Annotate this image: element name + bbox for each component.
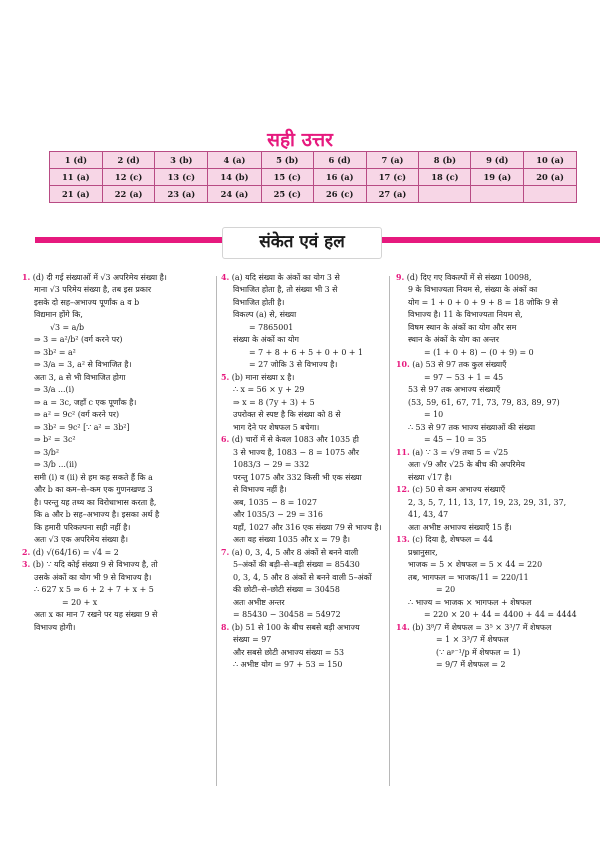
solution-text: (b) ∵ यदि कोई संख्या 9 से विभाज्य है, तो (32, 560, 158, 570)
question-number: 2. (22, 547, 31, 557)
solution-line (396, 334, 578, 345)
solution-line (221, 559, 386, 570)
solution-line (22, 584, 212, 595)
solution-start (396, 359, 578, 370)
solution-start (22, 547, 212, 558)
solution-text: = 7 + 8 + 6 + 5 + 0 + 0 + 1 (249, 347, 364, 357)
solution-text: तब, भागफल = भाजक/11 = 220/11 (408, 572, 529, 582)
solution-text: 1083/3 − 29 = 332 (233, 460, 310, 470)
solution-text: (c) 50 से कम अभाज्य संख्याएँ (412, 485, 506, 495)
answer-cell: 27 (a) (366, 186, 419, 203)
solution-line (396, 497, 578, 508)
solution-text: = 85430 − 30458 = 54972 (233, 610, 341, 620)
solution-line (22, 384, 212, 395)
solution-text: (b) 51 से 100 के बीच सबसे बड़ी अभाज्य (231, 622, 360, 632)
solution-text: है। परन्तु यह तथ्य का विरोधाभास करता है, (34, 497, 157, 507)
solution-text: प्रश्नानुसार, (408, 547, 438, 557)
solution-line (221, 484, 386, 495)
answer-cell: 15 (c) (261, 169, 313, 186)
solution-line (22, 322, 212, 333)
solution-text: 41, 43, 47 (408, 510, 449, 520)
solution-line (396, 559, 578, 570)
solution-text: अतः √3 एक अपरिमेय संख्या है। (34, 535, 128, 545)
solution-text: विकल्प (a) से, संख्या (233, 310, 297, 320)
solution-line (22, 359, 212, 370)
solution-line (396, 547, 578, 558)
answer-cell: 14 (b) (208, 169, 262, 186)
answer-cell (419, 186, 471, 203)
solution-text: संख्या √17 है। (408, 472, 452, 482)
solution-line (396, 659, 578, 670)
solution-line (396, 434, 578, 445)
solution-text: ⇒ 3/a = 3, a² से विभाजित है। (34, 360, 132, 370)
answer-cell: 2 (d) (102, 152, 155, 169)
solution-text: अतः x का मान 7 रखने पर यह संख्या 9 से (34, 610, 158, 620)
solution-text: उपरोक्त से स्पष्ट है कि संख्या को 8 से (233, 410, 341, 420)
solutions-column-1 (22, 272, 212, 634)
solution-line (22, 609, 212, 620)
solution-line (396, 309, 578, 320)
solution-text: ⇒ 3 = a²/b² (वर्ग करने पर) (34, 335, 123, 345)
solution-line (396, 597, 578, 608)
solution-text: (d) दी गई संख्याओं में √3 अपरिमेय संख्या है। (32, 273, 167, 282)
solution-text: कि हमारी परिकल्पना सही नहीं है। (34, 522, 131, 532)
solution-text: (a) 53 से 97 तक कुल संख्याएँ (412, 360, 507, 370)
solution-text: 53 से 97 तक अभाज्य संख्याएँ (408, 385, 501, 395)
solution-line (221, 459, 386, 470)
question-number: 5. (221, 372, 230, 382)
answer-cell: 26 (c) (313, 186, 366, 203)
solution-text: (d) दिए गए विकल्पों में से संख्या 10098, (406, 273, 532, 282)
solution-text: संख्या = 97 (233, 635, 272, 645)
solution-line (22, 334, 212, 345)
solution-text: ⇒ 3/a ...(i) (34, 385, 75, 395)
solution-text: संख्या के अंकों का योग (233, 335, 299, 345)
solution-line (22, 309, 212, 320)
solution-text: = 9/7 में शेषफल = 2 (436, 660, 506, 670)
answer-cell: 9 (d) (471, 152, 524, 169)
solution-line (22, 284, 212, 295)
solution-text: ⇒ 3/b² (34, 447, 60, 457)
solution-line (22, 422, 212, 433)
answer-cell: 11 (a) (50, 169, 103, 186)
solution-text: (∵ aᵖ⁻¹/p में शेषफल = 1) (436, 647, 521, 657)
question-number: 7. (221, 547, 230, 557)
solution-text: (b) माना संख्या x है। (231, 372, 295, 382)
answer-cell: 12 (c) (102, 169, 155, 186)
solution-text: = (1 + 0 + 8) − (0 + 9) = 0 (424, 347, 534, 357)
solution-text: √3 = a/b (50, 322, 85, 332)
solution-start (221, 272, 386, 283)
solution-line (221, 647, 386, 658)
solution-text: (c) दिया है, शेषफल = 44 (412, 535, 493, 545)
solution-line (396, 409, 578, 420)
solution-text: और 1035/3 − 29 = 316 (233, 510, 323, 520)
solution-line (396, 609, 578, 620)
answer-cell: 3 (b) (155, 152, 208, 169)
answer-cell: 19 (a) (471, 169, 524, 186)
answer-cell: 23 (a) (155, 186, 208, 203)
solution-line (221, 297, 386, 308)
answer-cell: 22 (a) (102, 186, 155, 203)
solution-text: = 1 × 3³/7 में शेषफल (436, 635, 509, 645)
solution-text: विषम स्थान के अंकों का योग और सम (408, 322, 517, 332)
solution-line (221, 409, 386, 420)
solution-text: समी (i) व (ii) से हम कह सकते हैं कि a (34, 472, 153, 482)
column-divider (216, 276, 217, 786)
answers-row (50, 169, 577, 186)
solution-start (396, 447, 578, 458)
solution-line (396, 634, 578, 645)
question-number: 8. (221, 622, 230, 632)
solution-text: ∴ 627 x 5 ⇒ 6 + 2 + 7 + x + 5 (34, 585, 154, 595)
solution-start (396, 534, 578, 545)
solution-line (22, 522, 212, 533)
solution-line (22, 622, 212, 633)
solution-text: ⇒ 3/b ...(ii) (34, 460, 78, 470)
solution-line (396, 322, 578, 333)
solution-line (221, 384, 386, 395)
solution-line (22, 397, 212, 408)
solution-line (221, 422, 386, 433)
answer-cell: 13 (c) (155, 169, 208, 186)
solution-line (396, 459, 578, 470)
solution-text: अतः √9 और √25 के बीच की अपरिमेय (408, 460, 525, 470)
solution-text: = 220 × 20 + 44 = 4400 + 44 = 4444 (424, 610, 577, 620)
solution-text: (a) यदि संख्या के अंकों का योग 3 से (231, 273, 340, 282)
solution-line (396, 509, 578, 520)
solution-text: ∴ 53 से 97 तक भाज्य संख्याओं की संख्या (408, 422, 536, 432)
solution-start (396, 622, 578, 633)
solution-start (221, 547, 386, 558)
solution-line (396, 522, 578, 533)
solution-text: = 20 + x (62, 597, 98, 607)
hints-title: संकेत एवं हल (222, 227, 382, 259)
solution-line (221, 509, 386, 520)
solution-text: ⇒ 3b² = a² (34, 347, 76, 357)
answer-cell: 4 (a) (208, 152, 262, 169)
solution-line (396, 647, 578, 658)
solution-text: योग = 1 + 0 + 0 + 9 + 8 = 18 जोकि 9 से (408, 297, 558, 307)
answer-cell: 16 (a) (313, 169, 366, 186)
answers-row (50, 152, 577, 169)
answer-cell: 8 (b) (419, 152, 471, 169)
answer-cell: 21 (a) (50, 186, 103, 203)
solution-text: कि a और b सह–अभाज्य है। इसका अर्थ है (34, 510, 160, 520)
solution-text: ∴ x = 56 × y + 29 (233, 385, 305, 395)
solution-text: इसके दो सह–अभाज्य पूर्णांक a व b (34, 297, 140, 307)
solution-line (22, 509, 212, 520)
solution-line (221, 447, 386, 458)
solution-text: (a) 0, 3, 4, 5 और 8 अंकों से बनने वाली (231, 547, 359, 557)
solution-text: उसके अंकों का योग भी 9 से विभाज्य है। (34, 572, 152, 582)
solution-line (221, 584, 386, 595)
solution-line (22, 572, 212, 583)
solution-line (221, 284, 386, 295)
solution-text: = 7865001 (249, 322, 294, 332)
solution-line (22, 472, 212, 483)
solution-line (221, 634, 386, 645)
solution-start (221, 622, 386, 633)
solution-line (221, 334, 386, 345)
solution-text: माना √3 परिमेय संख्या है, तब इस प्रकार (34, 285, 152, 295)
solution-line (221, 472, 386, 483)
solution-text: (53, 59, 61, 67, 71, 73, 79, 83, 89, 97) (408, 397, 560, 407)
solution-line (22, 459, 212, 470)
solution-text: विभाजित होता है, तो संख्या भी 3 से (233, 285, 338, 295)
answer-cell: 1 (d) (50, 152, 103, 169)
solution-line (396, 572, 578, 583)
solution-line (221, 572, 386, 583)
solution-text: = 27 जोकि 3 से विभाज्य है। (249, 360, 338, 370)
solution-text: = 10 (424, 410, 444, 420)
solution-text: अतः वह संख्या 1035 और x = 79 है। (233, 535, 350, 545)
question-number: 6. (221, 435, 230, 445)
solution-line (221, 322, 386, 333)
solution-line (396, 372, 578, 383)
column-divider (389, 276, 390, 786)
solution-start (22, 559, 212, 570)
solution-line (396, 347, 578, 358)
solution-text: 9 के विभाज्यता नियम से, संख्या के अंकों का (408, 285, 538, 295)
question-number: 12. (396, 485, 410, 495)
solution-line (221, 309, 386, 320)
solution-line (221, 534, 386, 545)
solutions-column-2 (221, 272, 386, 672)
question-number: 1. (22, 273, 31, 282)
solution-start (22, 272, 212, 283)
solution-text: = 97 − 53 + 1 = 45 (424, 372, 504, 382)
solution-line (22, 484, 212, 495)
solution-text: ⇒ a = 3c, जहाँ c एक पूर्णांक है। (34, 397, 137, 407)
solution-text: और b का कम–से–कम एक गुणनखण्ड 3 (34, 485, 153, 495)
solution-text: विभाजित होती है। (233, 297, 285, 307)
solution-start (221, 372, 386, 383)
solution-line (22, 534, 212, 545)
solution-text: स्थान के अंकों के योग का अन्तर (408, 335, 500, 345)
solution-text: अतः अभीष्ट अभाज्य संख्याएँ 15 हैं। (408, 522, 512, 532)
solution-text: से विभाज्य नहीं है। (233, 485, 287, 495)
solution-line (22, 409, 212, 420)
solution-line (396, 297, 578, 308)
solution-text: ⇒ b² = 3c² (34, 435, 76, 445)
solution-text: (d) √(64/16) = √4 = 2 (32, 547, 119, 557)
solution-line (396, 472, 578, 483)
solution-line (396, 384, 578, 395)
solution-line (396, 584, 578, 595)
question-number: 4. (221, 273, 230, 282)
solution-text: (d) चारों में से केवल 1083 और 1035 ही (231, 435, 359, 445)
question-number: 14. (396, 622, 410, 632)
solution-text: 0, 3, 4, 5 और 8 अंकों से बनने वाली 5–अंकों (233, 572, 372, 582)
answer-cell: 6 (d) (313, 152, 366, 169)
solution-line (396, 397, 578, 408)
solution-text: (a) ∵ 3 = √9 तथा 5 = √25 (412, 447, 509, 457)
solution-text: और सबसे छोटी अभाज्य संख्या = 53 (233, 647, 345, 657)
solution-line (22, 372, 212, 383)
solution-text: परन्तु 1075 और 332 किसी भी एक संख्या (233, 472, 362, 482)
solution-line (396, 284, 578, 295)
solution-text: ⇒ 3b² = 9c² [∵ a² = 3b²] (34, 422, 130, 432)
solution-text: अतः 3, a से भी विभाजित होगा (34, 372, 126, 382)
solution-text: 3 से भाज्य है, 1083 − 8 = 1075 और (233, 447, 360, 457)
answers-table (49, 151, 577, 203)
answers-row (50, 186, 577, 203)
question-number: 3. (22, 560, 31, 570)
answer-cell: 17 (c) (366, 169, 419, 186)
solution-line (22, 297, 212, 308)
solution-start (396, 272, 578, 283)
solution-line (221, 597, 386, 608)
solution-line (22, 497, 212, 508)
solution-text: विद्यमान होंगे कि, (34, 310, 83, 320)
answer-cell: 10 (a) (524, 152, 577, 169)
solution-text: 2, 3, 5, 7, 11, 13, 17, 19, 23, 29, 31, 37, (408, 497, 567, 507)
answer-cell: 18 (c) (419, 169, 471, 186)
solution-text: 5–अंकों की बड़ी–से–बड़ी संख्या = 85430 (233, 560, 360, 570)
answer-cell (524, 186, 577, 203)
answer-cell: 24 (a) (208, 186, 262, 203)
solution-line (221, 397, 386, 408)
question-number: 10. (396, 360, 410, 370)
question-number: 13. (396, 535, 410, 545)
solutions-column-3 (396, 272, 578, 672)
solution-text: यहाँ, 1027 और 316 एक संख्या 79 से भाज्य है। (233, 522, 382, 532)
solution-text: ⇒ a² = 9c² (वर्ग करने पर) (34, 410, 120, 420)
solution-text: अब, 1035 − 8 = 1027 (233, 497, 317, 507)
solution-text: ∴ भाज्य = भाजक × भागफल + शेषफल (408, 597, 532, 607)
answer-cell (471, 186, 524, 203)
solution-line (221, 522, 386, 533)
question-number: 11. (396, 447, 410, 457)
answer-cell: 5 (b) (261, 152, 313, 169)
solution-line (22, 434, 212, 445)
solution-line (221, 347, 386, 358)
answer-cell: 7 (a) (366, 152, 419, 169)
answer-cell: 25 (c) (261, 186, 313, 203)
answers-title: सही उत्तर (267, 129, 333, 151)
solution-text: विभाज्य होगी। (34, 622, 76, 632)
solution-text: की छोटी–से–छोटी संख्या = 30458 (233, 585, 340, 595)
solution-line (22, 447, 212, 458)
solution-text: भाजक = 5 × शेषफल = 5 × 44 = 220 (408, 560, 543, 570)
solution-line (221, 659, 386, 670)
solution-line (221, 497, 386, 508)
solution-text: ∴ अभीष्ट योग = 97 + 53 = 150 (233, 660, 343, 670)
solution-text: अतः अभीष्ट अन्तर (233, 597, 285, 607)
answer-cell: 20 (a) (524, 169, 577, 186)
solution-start (396, 484, 578, 495)
solution-line (396, 422, 578, 433)
solution-text: भाग देने पर शेषफल 5 बचेगा। (233, 422, 320, 432)
solution-text: विभाज्य है। 11 के विभाज्यता नियम से, (408, 310, 523, 320)
solution-text: = 20 (436, 585, 456, 595)
solution-start (221, 434, 386, 445)
solution-text: (b) 3⁸/7 में शेषफल = 3⁵ × 3³/7 में शेषफल (412, 622, 552, 632)
solution-line (221, 609, 386, 620)
question-number: 9. (396, 273, 405, 282)
solution-text: ⇒ x = 8 (7y + 3) + 5 (233, 397, 315, 407)
solution-line (22, 597, 212, 608)
solution-line (221, 359, 386, 370)
solution-line (22, 347, 212, 358)
solution-text: = 45 − 10 = 35 (424, 435, 487, 445)
